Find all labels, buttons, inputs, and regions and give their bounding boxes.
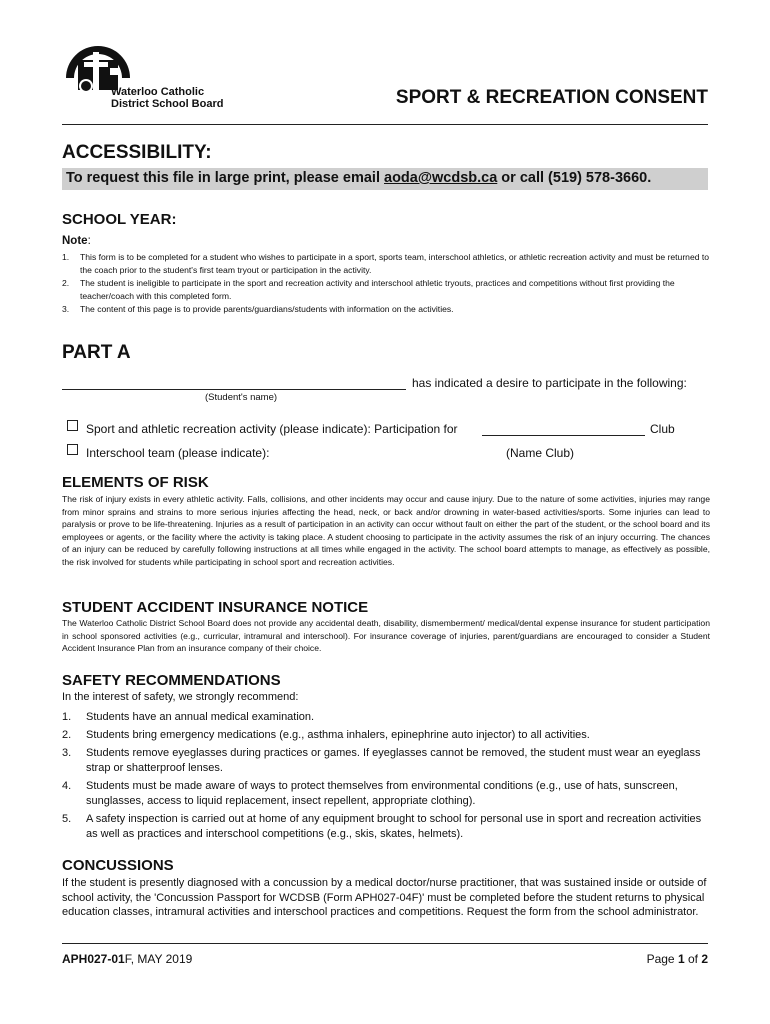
org-name (111, 86, 223, 110)
note-label-colon: : (87, 235, 91, 247)
note-number: 1. (62, 252, 70, 262)
insurance-text: The Waterloo Catholic District School Board does not provide any accidental death, disability, dismemberment/ medical/dental expense insurance for student participation in school sponsored activities (e.g., curricular, intramural and interschool). For insurance coverage of injuries, parent/guardians are encouraged to consider a Student Accident Insurance Plan from an insurance company of their choice. (62, 618, 710, 654)
safety-item-number: 1. (62, 711, 72, 723)
safety-item-number: 2. (62, 729, 72, 741)
safety-heading: SAFETY RECOMMENDATIONS (62, 672, 281, 689)
note-number: 2. (62, 278, 70, 288)
safety-item-text: Students have an annual medical examination. (86, 711, 315, 723)
interschool-team-checkbox[interactable] (67, 444, 78, 455)
student-name-field[interactable] (62, 389, 406, 390)
safety-list (62, 710, 710, 845)
safety-item-text: Students remove eyeglasses during practices or games. If eyeglasses cannot be removed, the student must wear an eyeglass strap or shatterproof lenses. (86, 747, 701, 774)
note-text: This form is to be completed for a student who wishes to participate in a sport, sports team, interschool athletics, or athletic recreation activity and must be returned to the coach prior to the student's first team tryout or participation in the activity. (80, 252, 710, 275)
safety-item-text: Students must be made aware of ways to protect themselves from environmental conditions (e.g., use of hats, sunscreen, sunglasses, access to liquid replacement, insect repellent, appropriate clothing). (86, 780, 678, 807)
safety-item (62, 812, 710, 842)
note-label (62, 235, 91, 247)
safety-item-number: 5. (62, 813, 72, 825)
desire-text: has indicated a desire to participate in the following: (412, 376, 687, 390)
note-label-text: Note (62, 235, 88, 247)
accessibility-text (66, 170, 651, 186)
page-of: of (684, 952, 702, 966)
safety-item-text: Students bring emergency medications (e.g., asthma inhalers, epinephrine auto injector) to all activities. (86, 729, 590, 741)
name-club-label: (Name Club) (506, 446, 575, 460)
note-text: The content of this page is to provide parents/guardians/students with information on the activities. (80, 304, 454, 314)
elements-of-risk-text: The risk of injury exists in every athletic activity. Falls, collisions, and other incidents may occur and cause injury. Due to the nature of some activities, injuries may range from minor sprains and strains to more serious injuries affecting the head, neck, or back and/or drowning in water-based activities/sports. Some injuries can lead to paralysis or prove to be life-threatening. Injuries as a result of participation in an activity can occur without fault on either the part of the student, or the school board and its employees or agents, or the facility where the activity is taking place. A student choosing to participate in the activity assumes the risk of an injury occurring. The chances of an injury can be reduced by carefully following instructions at all times while engaged in the activity. The school board attempts to manage, as effectively as possible, the risk involved for students while participating in school sport and recreation activities. (62, 494, 710, 567)
safety-item (62, 779, 710, 809)
footer-divider (62, 943, 708, 944)
safety-item-number: 4. (62, 780, 72, 792)
page-word: Page (646, 952, 678, 966)
safety-item-text: A safety inspection is carried out at home of any equipment brought to school for personal use in sport and recreation activities as well as practices and interschool competitions (e.g., skis, skates, helmets). (86, 813, 702, 840)
org-line2: District School Board (111, 98, 224, 110)
note-text: The student is ineligible to participate in the sport and recreation activity and interschool athletic tryouts, practices and competitions without first providing the teacher/coach with this completed form. (80, 278, 675, 301)
sport-activity-label: Sport and athletic recreation activity (please indicate): Participation for (86, 422, 458, 436)
safety-item (62, 746, 710, 776)
club-name-field[interactable] (482, 435, 645, 436)
interschool-team-label: Interschool team (please indicate): (86, 446, 270, 460)
school-year-heading: SCHOOL YEAR: (62, 211, 177, 228)
page-current: 1 (677, 952, 685, 966)
safety-intro: In the interest of safety, we strongly recommend: (62, 691, 299, 703)
header-divider (62, 124, 708, 125)
accessibility-text-post: or call (519) 578-3660. (497, 170, 652, 186)
org-line1: Waterloo Catholic (111, 86, 205, 98)
insurance-heading: STUDENT ACCIDENT INSURANCE NOTICE (62, 599, 369, 616)
note-item (62, 251, 712, 277)
part-a-heading: PART A (62, 342, 131, 363)
accessibility-text-pre: To request this file in large print, please email (66, 170, 385, 186)
sport-activity-checkbox[interactable] (67, 420, 78, 431)
concussions-text: If the student is presently diagnosed with a concussion by a medical doctor/nurse practitioner, that was sustained inside or outside of school activity, the 'Concussion Passport for WCDSB (Form APH027-04F)' must be completed before the student returns to physical education classes, intramural activities and interschool practices and competitions. Request the form from the school administrator. (62, 877, 707, 918)
note-number: 3. (62, 304, 70, 314)
form-code-bold: APH027-01 (62, 952, 125, 966)
safety-item-number: 3. (62, 747, 72, 759)
document-title: SPORT & RECREATION CONSENT (395, 87, 708, 108)
elements-of-risk-heading: ELEMENTS OF RISK (62, 474, 209, 491)
safety-item (62, 728, 710, 743)
form-code-suffix: F, MAY 2019 (124, 952, 193, 966)
notes-list (62, 251, 712, 316)
club-suffix: Club (650, 422, 675, 436)
accessibility-heading: ACCESSIBILITY: (62, 142, 212, 163)
accessibility-email-link[interactable]: aoda@wcdsb.ca (384, 170, 498, 186)
safety-item (62, 710, 710, 725)
note-item (62, 303, 712, 316)
student-name-label: (Student's name) (205, 392, 278, 403)
page-number (647, 952, 708, 966)
note-item (62, 277, 712, 303)
concussions-heading: CONCUSSIONS (62, 857, 174, 874)
page-total: 2 (701, 952, 708, 966)
form-code (62, 952, 192, 966)
